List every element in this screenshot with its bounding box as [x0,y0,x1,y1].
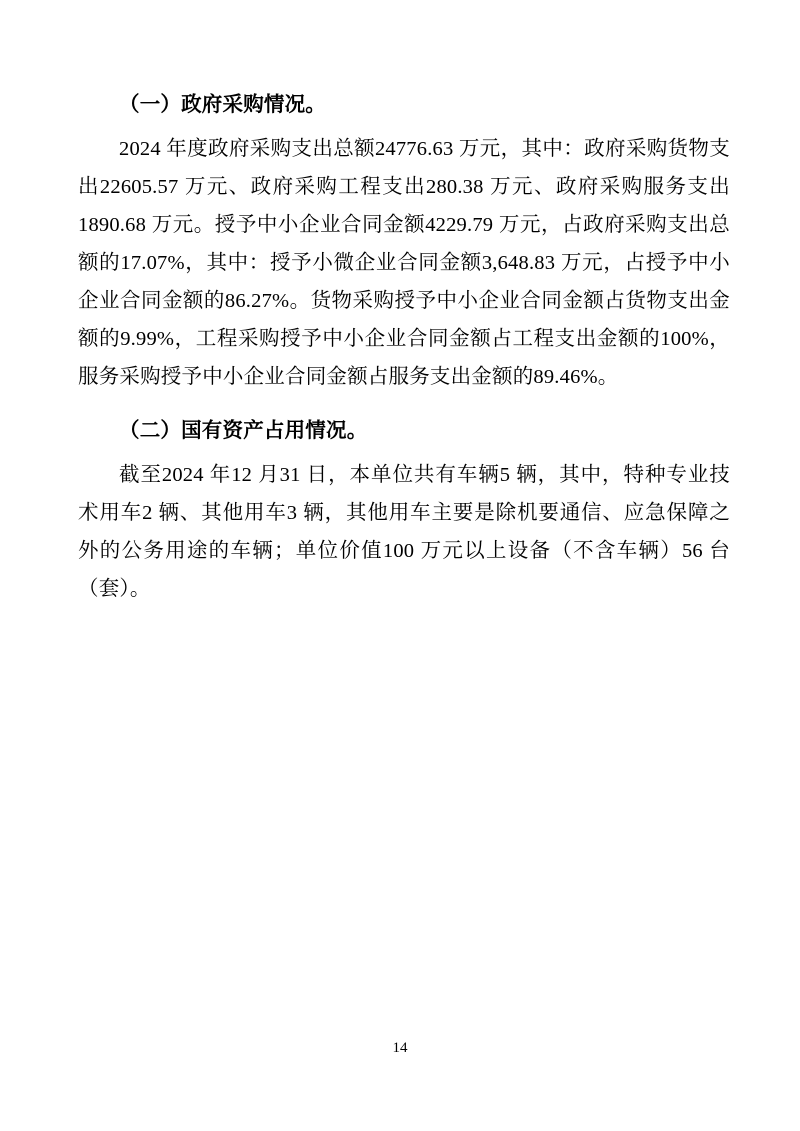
section-heading-government-procurement: （一）政府采购情况。 [119,94,326,116]
page-number: 14 [392,1040,408,1056]
section-heading-state-assets: （二）国有资产占用情况。 [119,420,368,442]
section-paragraph-state-assets: 截至2024 年12 月31 日，本单位共有车辆5 辆，其中，特种专业技术用车2 辆、其他用车3 辆，其他用车主要是除机要通信、应急保障之外的公务用途的车辆；单位价值100 万元以上设备（不含车辆）56 台（套）。 [78,464,730,600]
document-body [78,86,730,608]
section-paragraph-government-procurement: 2024 年度政府采购支出总额24776.63 万元，其中：政府采购货物支出22605.57 万元、政府采购工程支出280.38 万元、政府采购服务支出1890.68 万元。授予中小企业合同金额4229.79 万元，占政府采购支出总额的17.07%，其中：授予小微企业合同金额3,648.83 万元，占授予中小企业合同金额的86.27%。货物采购授予中小企业合同金额占货物支出金额的9.99%，工程采购授予中小企业合同金额占工程支出金额的100%，服务采购授予中小企业合同金额占服务支出金额的89.46%。 [78,138,730,388]
